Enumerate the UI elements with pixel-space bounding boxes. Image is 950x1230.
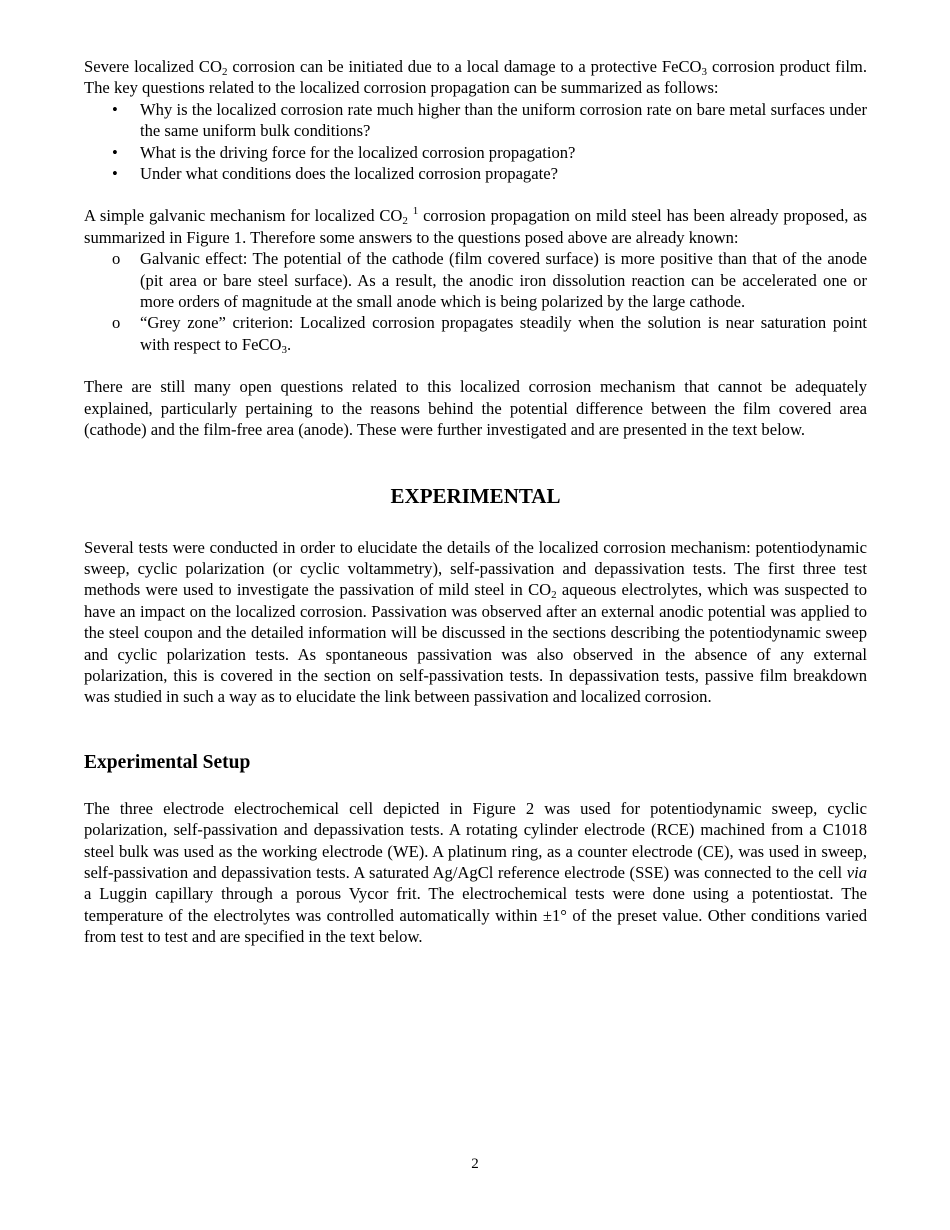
intro-paragraph-3: There are still many open questions related to this localized corrosion mechanism that cannot be adequately explained, particularly pertaining to the reasons behind the potential difference between the film covered area (cathode) and the film-free area (anode). These were further investigated and are presented in the text below.	[84, 377, 867, 440]
list-item: • What is the driving force for the localized corrosion propagation?	[112, 142, 576, 162]
questions-list	[84, 99, 867, 185]
intro-paragraph-2: A simple galvanic mechanism for localized $CO_2$ $^1$ corrosion propagation on mild steel has been already proposed, as summarized in Figure 1. Therefore some answers to the questions posed above are already known:	[84, 205, 867, 247]
bullet-icon: •	[112, 164, 118, 184]
bullet-icon: •	[112, 99, 118, 119]
page-number: 2	[471, 1156, 479, 1172]
section-heading-experimental: EXPERIMENTAL	[390, 483, 561, 508]
circle-bullet-icon: o	[112, 313, 121, 333]
intro-paragraph-1: Severe localized $CO_2$ corrosion can be initiated due to a local damage to a protective FeCO$_3$ corrosion product film. The key questions related to the localized corrosion propagation can be summarized as follows:	[84, 57, 867, 98]
list-item: o “Grey zone” criterion: Localized corrosion propagates steadily when the solution is near saturation point with respect to FeCO$_3$.	[112, 313, 867, 356]
list-item: • Why is the localized corrosion rate much higher than the uniform corrosion rate on bare metal surfaces under the same uniform bulk conditions?	[112, 99, 867, 141]
bullet-icon: •	[112, 142, 118, 162]
list-item: • Under what conditions does the localized corrosion propagate?	[112, 164, 558, 184]
known-answers-list	[84, 248, 867, 355]
experimental-paragraph: Several tests were conducted in order to elucidate the details of the localized corrosion mechanism: potentiodynamic sweep, cyclic polarization (or cyclic voltammetry), self-passivation and depassivation tests. The first three test methods were used to investigate the passivation of mild steel in $CO_2$ aqueous electrolytes, which was suspected to have an impact on the localized corrosion. Passivation was observed after an external anodic potential was applied to the steel coupon and the detailed information will be discussed in the sections describing the potentiodynamic sweep and cyclic polarization tests. As spontaneous passivation was also observed in the absence of any external polarization, this is covered in the section on self-passivation tests. In depassivation tests, passive film breakdown was studied in such a way as to elucidate the link between passivation and localized corrosion.	[84, 537, 868, 707]
reference-1: 1	[412, 205, 419, 218]
page-body	[84, 56, 867, 948]
list-item: o Galvanic effect: The potential of the cathode (film covered surface) is more positive than that of the anode (pit area or bare steel surface). As a result, the anodic iron dissolution reaction can be accelerated one or more orders of magnitude at the small anode which is being polarized by the large cathode.	[112, 249, 867, 312]
subsection-heading-setup: Experimental Setup	[84, 751, 251, 773]
setup-paragraph: The three electrode electrochemical cell depicted in Figure 2 was used for potentiodynamic sweep, cyclic polarization, self-passivation and depassivation tests. A rotating cylinder electrode (RCE) machined from a C1018 steel bulk was used as the working electrode (WE). A platinum ring, as a counter electrode (CE), was used in sweep, self-passivation and depassivation tests. A saturated Ag/AgCl reference electrode (SSE) was connected to the cell via a Luggin capillary through a porous Vycor frit. The electrochemical tests were done using a potentiostat. The temperature of the electrolytes was controlled automatically within ±1° of the preset value. Other conditions varied from test to test and are specified in the text below.	[84, 798, 867, 947]
circle-bullet-icon: o	[112, 249, 121, 269]
